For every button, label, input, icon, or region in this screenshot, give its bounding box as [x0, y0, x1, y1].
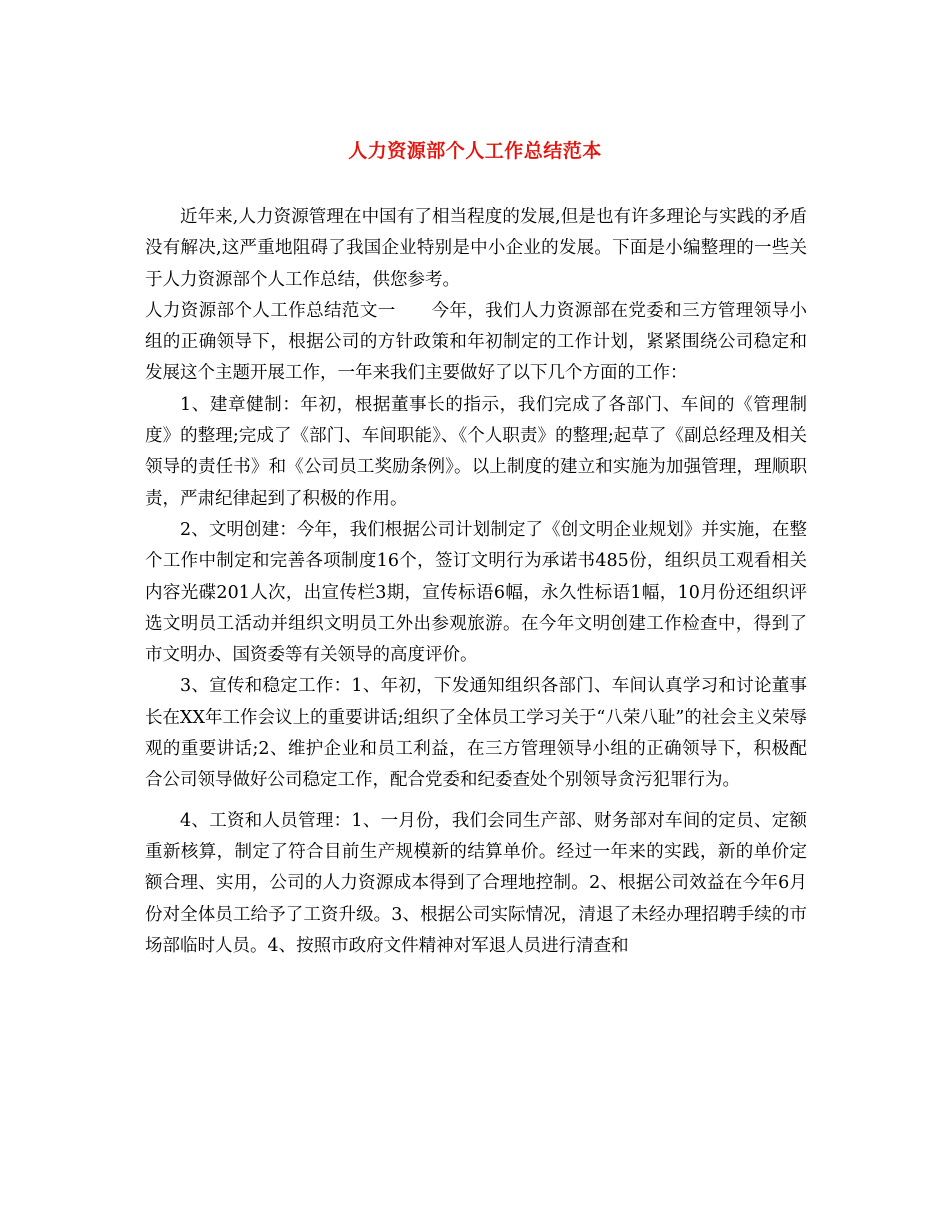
item-1-paragraph: 1、建章健制：年初，根据董事长的指示，我们完成了各部门、车间的《管理制度》的整理;完成了《部门、车间职能》、《个人职责》的整理;起草了《副总经理及相关领导的责任书》和《公司员工奖励条例》。以上制度的建立和实施为加强管理，理顺职责，严肃纪律起到了积极的作用。: [145, 394, 807, 509]
item-2-paragraph: 2、文明创建：今年，我们根据公司计划制定了《创文明企业规划》并实施，在整个工作中制定和完善各项制度16个，签订文明行为承诺书485份，组织员工观看相关内容光碟201人次，出宣传栏3期，宣传标语6幅，永久性标语1幅，10月份还组织评选文明员工活动并组织文明员工外出参观旅游。在今年文明创建工作检查中，得到了市文明办、国资委等有关领导的高度评价。: [145, 519, 807, 666]
section-heading-paragraph: 人力资源部个人工作总结范文一 今年，我们人力资源部在党委和三方管理领导小组的正确领导下，根据公司的方针政策和年初制定的工作计划，紧紧围绕公司稳定和发展这个主题开展工作，一年来我们主要做好了以下几个方面的工作：: [145, 300, 807, 384]
document-body: [145, 202, 807, 962]
item-4-paragraph: 4、工资和人员管理：1、一月份，我们会同生产部、财务部对车间的定员、定额重新核算，制定了符合目前生产规模新的结算单价。经过一年来的实践，新的单价定额合理、实用，公司的人力资源成本得到了合理地控制。2、根据公司效益在今年6月份对全体员工给予了工资升级。3、根据公司实际情况，清退了未经办理招聘手续的市场部临时人员。4、按照市政府文件精神对军退人员进行清查和: [145, 810, 807, 956]
intro-paragraph: 近年来,人力资源管理在中国有了相当程度的发展,但是也有许多理论与实践的矛盾没有解决,这严重地阻碍了我国企业特别是中小企业的发展。下面是小编整理的一些关于人力资源部个人工作总结，供您参考。: [145, 207, 807, 290]
document-title: 人力资源部个人工作总结范本: [348, 140, 602, 162]
item-3-paragraph: 3、宣传和稳定工作：1、年初，下发通知组织各部门、车间认真学习和讨论董事长在XX年工作会议上的重要讲话;组织了全体员工学习关于“八荣八耻”的社会主义荣辱观的重要讲话;2、维护企业和员工利益，在三方管理领导小组的正确领导下，积极配合公司领导做好公司稳定工作，配合党委和纪委查处个别领导贪污犯罪行为。: [145, 676, 807, 791]
